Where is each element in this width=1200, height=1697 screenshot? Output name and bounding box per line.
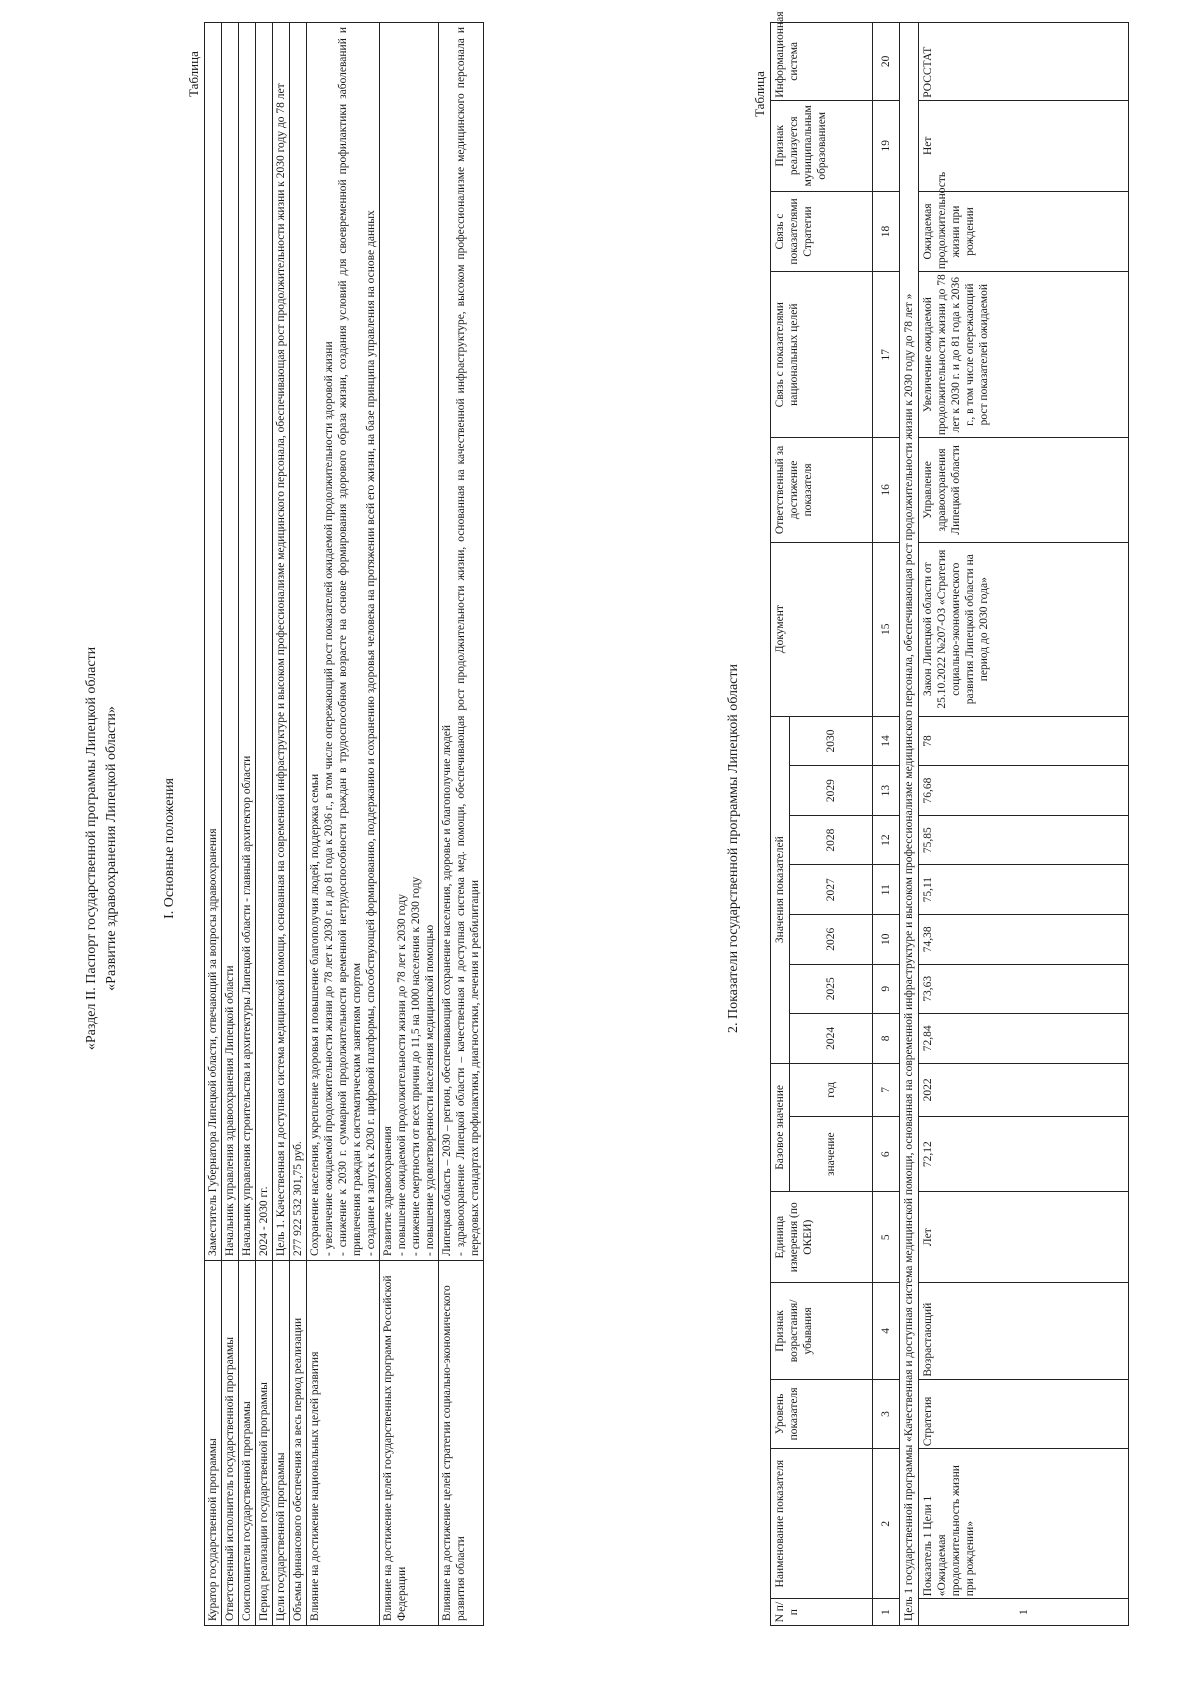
col-header-values: Значения показателей — [771, 716, 790, 1063]
table-label-2: Таблица — [752, 71, 767, 117]
passport-row-value: Цель 1. Качественная и доступная система медицинской помощи, основанная на современной инфраструктуре и высоком профессионализме медицинского персонала, обеспечивающая рост продолжительности жизни к 2030 году до 78 лет — [273, 23, 290, 1261]
col-header-year-2028: 2028 — [790, 815, 873, 865]
row-value-2030: 78 — [919, 716, 1129, 766]
passport-row-value: Заместитель Губернатора Липецкой области, отвечающий за вопросы здравоохранения — [205, 23, 222, 1261]
passport-row — [239, 23, 256, 1626]
passport-row — [290, 23, 307, 1626]
column-number: 2 — [873, 1449, 900, 1599]
col-header-stratlink: Связь с показателями Стратегии — [771, 191, 873, 271]
column-number: 13 — [873, 766, 900, 816]
passport-row-value: 2024 - 2030 гг. — [256, 23, 273, 1261]
column-number: 16 — [873, 438, 900, 542]
col-header-base: Базовое значение — [771, 1063, 790, 1192]
section-2-title: 2. Показатели государственной программы Липецкой области — [726, 663, 741, 1034]
col-header-base-value: значение — [790, 1117, 873, 1192]
passport-row — [205, 23, 222, 1626]
header-line-1: «Раздел II. Паспорт государственной программы Липецкой области — [84, 646, 99, 1051]
row-value-2028: 75,85 — [919, 815, 1129, 865]
passport-row-value: 277 922 532 301,75 руб. — [290, 23, 307, 1261]
document-header — [82, 0, 122, 1697]
col-header-level: Уровень показателя — [771, 1379, 873, 1449]
col-header-municipal: Признак реализуется муниципальным образованием — [771, 100, 873, 191]
passport-row-label: Соисполнители государственной программы — [239, 1261, 256, 1626]
section-1-title: I. Основные положения — [162, 778, 177, 919]
indicators-table — [770, 11, 1129, 1626]
col-header-year-2030: 2030 — [790, 716, 873, 766]
passport-row-value: Начальник управления строительства и архитектуры Липецкой области - главный архитектор области — [239, 23, 256, 1261]
passport-row-value: Липецкая область – 2030 – регион, обеспечивающий сохранение населения, здоровье и благополучие людей - здравоохранение Липецкой области – качественная и доступная система мед. помощи, обеспечивающая рост продолжительности жизни, основанная на качественной инфраструктуре, высоком профессионализме медицинского персонала и передовых стандартах профилактики, диагностики, лечения и реабилитации — [439, 23, 484, 1261]
column-number: 9 — [873, 964, 900, 1014]
row-base-value: 72,12 — [919, 1117, 1129, 1192]
passport-row — [273, 23, 290, 1626]
passport-row-label: Объемы финансового обеспечения за весь период реализации — [290, 1261, 307, 1626]
passport-row-label: Ответственный исполнитель государственной программы — [222, 1261, 239, 1626]
row-value-2027: 75,11 — [919, 865, 1129, 915]
column-number: 4 — [873, 1283, 900, 1379]
passport-row-label: Период реализации государственной программы — [256, 1261, 273, 1626]
passport-row-value: Развитие здравоохранения - повышение ожидаемой продолжительности жизни до 78 лет к 2030 году - снижение смертности от всех причин до 11,5 на 1000 населения к 2030 году - повышение удовлетворенности населения медицинской помощью — [380, 23, 439, 1261]
col-header-infosys: Информационная система — [771, 23, 873, 101]
col-header-year-2025: 2025 — [790, 964, 873, 1014]
column-number: 12 — [873, 815, 900, 865]
passport-row — [439, 23, 484, 1626]
column-number: 6 — [873, 1117, 900, 1192]
column-number: 17 — [873, 272, 900, 438]
passport-row-value: Начальник управления здравоохранения Липецкой области — [222, 23, 239, 1261]
column-number: 7 — [873, 1063, 900, 1117]
row-level: Стратегия — [919, 1379, 1129, 1449]
row-value-2024: 72,84 — [919, 1014, 1129, 1064]
row-natlink: Увеличение ожидаемой продолжительности жизни до 78 лет к 2030 г. и до 81 года к 2036 г., в том числе опережающий рост показателей ожидаемой — [919, 272, 1129, 438]
col-header-year-2024: 2024 — [790, 1014, 873, 1064]
goal-row: Цель 1 государственной программы «Качественная и доступная система медицинской помощи, основанная на современной инфраструктуре и высоком профессионализме медицинского персонала, обеспечивающая рост продолжительности жизни к 2030 году до 78 лет » — [900, 23, 919, 1626]
passport-table — [204, 22, 484, 1626]
col-header-doc: Документ — [771, 542, 873, 716]
column-number: 1 — [873, 1599, 900, 1626]
col-header-unit: Единица измерения (по ОКЕИ) — [771, 1192, 873, 1283]
row-base-year: 2022 — [919, 1063, 1129, 1117]
row-value-2029: 76,68 — [919, 766, 1129, 816]
column-number: 14 — [873, 716, 900, 766]
col-header-sign: Признак возрастания/ убывания — [771, 1283, 873, 1379]
passport-row-label: Куратор государственной программы — [205, 1261, 222, 1626]
column-number: 8 — [873, 1014, 900, 1064]
col-header-resp: Ответственный за достижение показателя — [771, 438, 873, 542]
table-label-1: Таблица — [186, 51, 201, 97]
row-num: 1 — [919, 1599, 1129, 1626]
row-resp: Управление здравоохранения Липецкой области — [919, 438, 1129, 542]
passport-row-label: Цели государственной программы — [273, 1261, 290, 1626]
row-doc: Закон Липецкой области от 25.10.2022 №207-ОЗ «Стратегия социально-экономического развития Липецкой области на период до 2030 года» — [919, 542, 1129, 716]
column-number: 20 — [873, 23, 900, 101]
passport-row — [307, 23, 380, 1626]
col-header-natlink: Связь с показателями национальных целей — [771, 272, 873, 438]
col-header-year-2029: 2029 — [790, 766, 873, 816]
passport-row — [380, 23, 439, 1626]
row-infosys: РОССТАТ — [919, 23, 1129, 101]
column-number: 3 — [873, 1379, 900, 1449]
passport-row — [256, 23, 273, 1626]
column-number: 11 — [873, 865, 900, 915]
row-stratlink: Ожидаемая продолжительность жизни при рождении — [919, 191, 1129, 271]
column-number: 10 — [873, 914, 900, 964]
header-line-2: «Развитие здравоохранения Липецкой области» — [104, 706, 119, 991]
passport-row-label: Влияние на достижение целей государственных программ Российской Федерации — [380, 1261, 439, 1626]
column-number: 15 — [873, 542, 900, 716]
column-number: 19 — [873, 100, 900, 191]
row-value-2025: 73,63 — [919, 964, 1129, 1014]
passport-row-label: Влияние на достижение целей стратегии социально-экономического развития области — [439, 1261, 484, 1626]
column-number: 5 — [873, 1192, 900, 1283]
col-header-num: N п/п — [771, 1599, 873, 1626]
row-municipal: Нет — [919, 100, 1129, 191]
row-name: Показатель 1 Цели 1 «Ожидаемая продолжительность жизни при рождении» — [919, 1449, 1129, 1599]
row-value-2026: 74,38 — [919, 914, 1129, 964]
column-number: 18 — [873, 191, 900, 271]
passport-row-label: Влияние на достижение национальных целей развития — [307, 1261, 380, 1626]
passport-row-value: Сохранение населения, укрепление здоровья и повышение благополучия людей, поддержка семьи - увеличение ожидаемой продолжительности жизни до 78 лет к 2030 г. и до 81 года к 2036 г., в том числе опережающий рост показателей ожидаемой продолжительности здоровой жизни - снижение к 2030 г. суммарной продолжительности временной нетрудоспособности граждан в трудоспособном возрасте на основе формирования здорового образа жизни, создания условий для своевременной профилактики заболеваний и привлечения граждан к систематическим занятиям спортом - создание и запуск к 2030 г. цифровой платформы, способствующей формированию, поддержанию и сохранению здоровья человека на протяжении всей его жизни, на базе принципа управления на основе данных — [307, 23, 380, 1261]
row-unit: Лет — [919, 1192, 1129, 1283]
col-header-name: Наименование показателя — [771, 1449, 873, 1599]
col-header-year-2026: 2026 — [790, 914, 873, 964]
row-sign: Возрастающий — [919, 1283, 1129, 1379]
passport-row — [222, 23, 239, 1626]
col-header-year-2027: 2027 — [790, 865, 873, 915]
col-header-base-year: год — [790, 1063, 873, 1117]
